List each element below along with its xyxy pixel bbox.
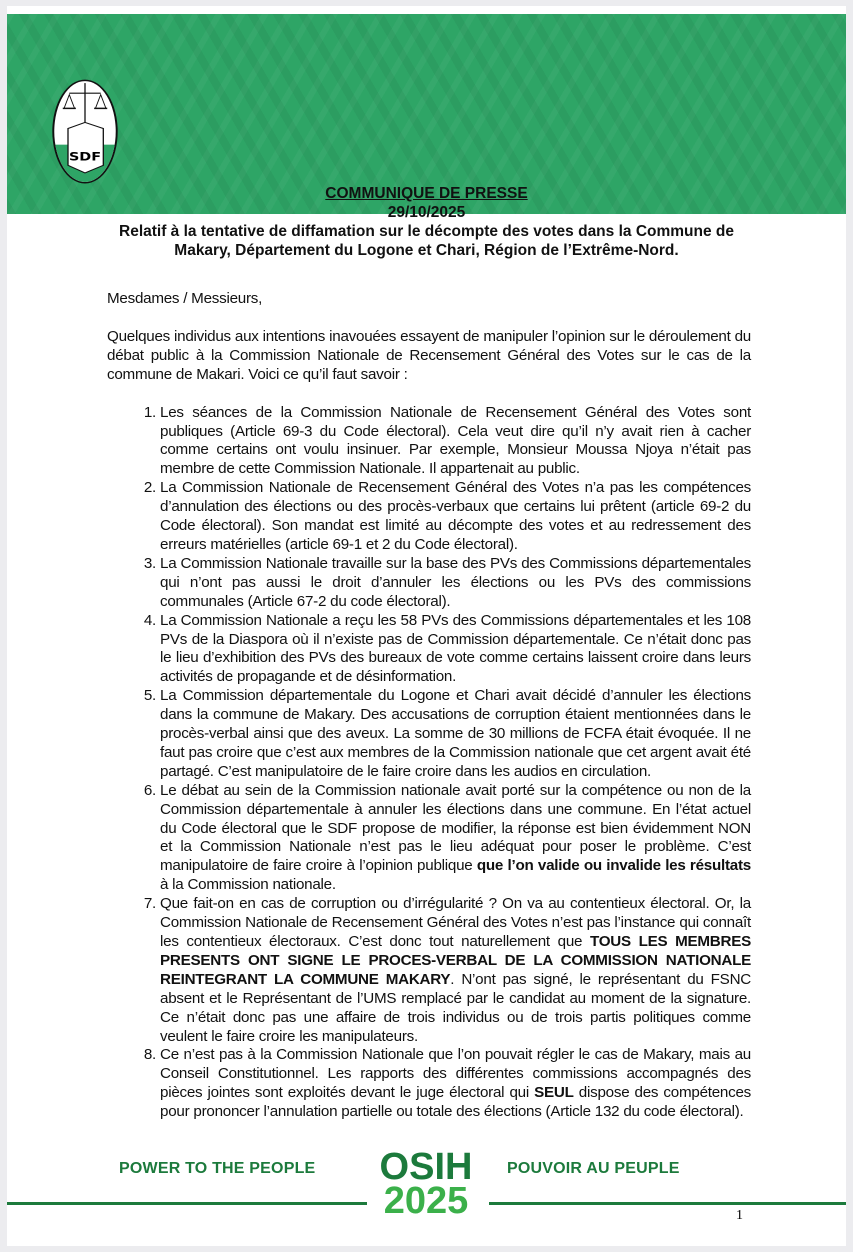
list-item: [160, 782, 751, 895]
bold-text: que l’on valide ou invalide les résultats: [476, 857, 751, 875]
footer: [7, 1146, 846, 1246]
item-text: dispose des compétences pour prononcer l’annulation partielle ou totale des élections (Article 132 du code électoral).: [160, 1084, 752, 1121]
item-text: à la Commission nationale.: [160, 876, 336, 894]
subject-line-2: Makary, Département du Logone et Chari, Région de l’Extrême-Nord.: [174, 242, 679, 259]
document-heading: [7, 6, 846, 260]
item-text: La Commission départementale du Logone et Chari avait décidé d’annuler les élections dans la commune de Makary. Des accusations de corruption étaient mentionnées dans le procès-verbal ainsi que des aveux. La somme de 30 millions de FCFA était évoquée. Il ne faut pas croire que c’est aux membres de la Commission nationale que cet argent avait été partagé. C’est manipulatoire de le faire croire dans les audios en circulation.: [160, 687, 751, 780]
footer-slogan-fr: POUVOIR AU PEUPLE: [507, 1160, 680, 1178]
item-text: La Commission Nationale de Recensement Général des Votes n’a pas les compétences d’annulation des élections ou des procès-verbaux que certains lui prêtent (article 69-2 du Code électoral). Son mandat est limité au décompte des votes et au redressement des erreurs matérielles (article 69-1 et 2 du Code électoral).: [160, 479, 751, 553]
footer-slogan-en: POWER TO THE PEOPLE: [119, 1160, 316, 1178]
list-item: [160, 555, 751, 612]
list-item: [160, 1046, 751, 1122]
subject-line-1: Relatif à la tentative de diffamation sur le décompte des votes dans la Commune de: [119, 223, 734, 240]
list-item: [160, 612, 751, 688]
document-body: [107, 290, 751, 1122]
item-text: Le débat au sein de la Commission nationale avait porté sur la compétence ou non de la Commission départementale à annuler les élections dans une commune. En l’état actuel du Code électoral que le SDF propose de modifier, la réponse est bien évidemment NON et la Commission Nationale n’est pas le lieu adéquat pour poser le problème. C’est manipulatoire de faire croire à l’opinion publique: [160, 781, 751, 875]
list-item: [160, 895, 751, 1046]
salutation: Mesdames / Messieurs,: [107, 290, 263, 307]
list-item: [160, 479, 751, 555]
page-number: 1: [736, 1208, 743, 1224]
intro-paragraph: Quelques individus aux intentions inavouées essayent de manipuler l’opinion sur le déroulement du débat public à la Commission Nationale de Recensement Général des Votes sur le cas de la commune de Makari. Voici ce qu’il faut savoir :: [107, 327, 751, 383]
date: 29/10/2025: [387, 204, 466, 221]
item-text: Les séances de la Commission Nationale de Recensement Général des Votes sont publiques (Article 69-3 du Code électoral). Cela veut dire qu’il n’y avait rien à cacher comme certains ont voulu insinuer. Par exemple, Monsieur Moussa Njoya n’était pas membre de cette Commission Nationale. Il appartenait au public.: [160, 403, 751, 478]
footer-line-right: [489, 1202, 846, 1205]
item-text: Ce n’est pas à la Commission Nationale que l’on pouvait régler le cas de Makary, mais au Conseil Constitutionnel. Les rapports des différentes commissions accompagnés des pièces jointes sont exploités devant le juge électoral qui: [160, 1046, 751, 1102]
list-item: [160, 687, 751, 782]
logo-text: SDF: [68, 150, 102, 164]
title: COMMUNIQUE DE PRESSE: [325, 185, 528, 202]
osih-2025-logo: OSIH 2025: [379, 1146, 473, 1223]
item-text: . N’ont pas signé, le représentant du FSNC absent et le Représentant de l’UMS remplacé par le candidat au moment de la signature. Ce n’était donc pas une affaire de trois individus ou de trois partis politiques comme veulent le faire croire les manipulateurs.: [160, 970, 751, 1045]
item-text: Que fait-on en cas de corruption ou d’irrégularité ? On va au contentieux électoral. Or, la Commission Nationale de Recensement Général des Votes n’est pas l’instance qui connaît les contentieux électoraux. C’est donc tout naturellement que: [160, 895, 751, 950]
bold-text: TOUS LES MEMBRES PRESENTS ONT SIGNE LE PROCES-VERBAL DE LA COMMISSION NATIONALE REINTEGRANT LA COMMUNE MAKARY: [160, 933, 751, 988]
bold-text: SEUL: [534, 1084, 574, 1102]
item-text: La Commission Nationale a reçu les 58 PVs des Commissions départementales et les 108 PVs de la Diaspora où il n’existe pas de Commission départementale. Ce n’était donc pas le lieu d’exhibition des PVs des bureaux de vote comme certains laissent croire dans leurs activités de propagande et de désinformation.: [160, 611, 751, 686]
list-item: [160, 404, 751, 480]
document-page: [7, 6, 846, 1246]
item-text: La Commission Nationale travaille sur la base des PVs des Commissions départementales qui n’ont pas aussi le droit d’annuler les élections ou les PVs des commissions communales (Article 67-2 du code électoral).: [160, 554, 751, 610]
numbered-list: [107, 404, 751, 1122]
footer-line-left: [7, 1202, 367, 1205]
